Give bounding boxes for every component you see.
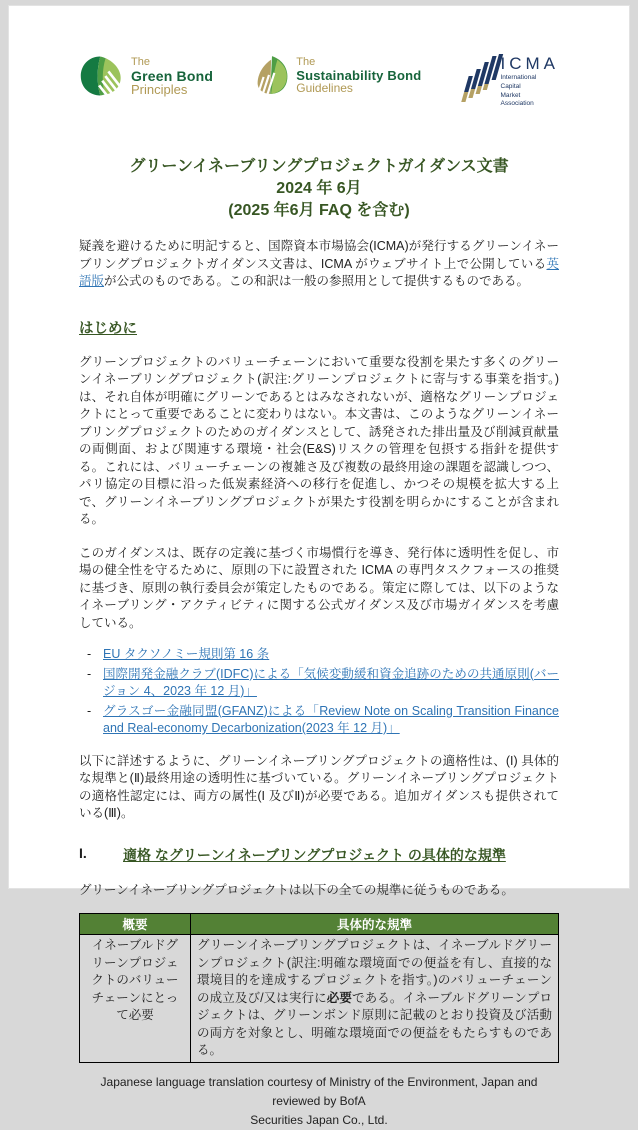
icma-subtitle <box>501 74 560 109</box>
title-line2: 2024 年 6月 <box>276 180 362 197</box>
criteria-table-header-row <box>80 914 559 935</box>
introduction-paragraph-1: グリーンプロジェクトのバリューチェーンにおいて重要な役割を果たす多くのグリーンイネーブリングプロジェクト(訳注:グリーンプロジェクトに寄与する事業を指す。)は、それ自体が明確にグリーンであるとはみなされないが、適格なグリーンプロジェクトにとって重要であることに変わりはない。本文書は、このようなグリーンイネーブリングプロジェクトのためのガイダンスとして、誘発された排出量及び削減貢献量の両側面、および関連する環境・社会(E&S)リスクの管理を包摂する指針を提供する。これには、バリューチェーンの複雑さ及び複数の最終用途の課題を認識しつつ、パリ協定の目標に沿った低炭素経済への移行を促進し、かつその規模を拡大する上で、グリーンイネーブリングプロジェクトが果たす役割を明らかにすることが含まれる。 <box>79 354 559 526</box>
green-bond-principles-wordmark <box>131 54 213 97</box>
gfanz-review-note-link[interactable]: グラスゴー金融同盟(GFANZ)による「Review Note on Scaling Transition Finance and Real-economy Decarbonization(2023 年 12 月)」 <box>103 703 559 735</box>
icma-bars-icon <box>463 54 493 111</box>
bullet-dash: - <box>87 703 92 718</box>
criteria-bold-keyword: 必要 <box>326 990 352 1005</box>
bullet-dash: - <box>87 666 92 681</box>
header-logos <box>79 54 559 132</box>
criteria-text-after: である。イネーブルドグリーンプロジェクトは、グリーンボンド原則に記載のとおり投資及び活動の両方を対象とし、明確な環境面での便益をもたらすものである。 <box>197 990 552 1057</box>
sbg-the-label: The <box>296 56 316 68</box>
gbp-name-label: Green Bond <box>131 67 214 84</box>
sbg-guidelines-label: Guidelines <box>296 81 353 96</box>
footer-line2: Securities Japan Co., Ltd. <box>250 1112 388 1127</box>
criteria-table-header-criteria: 具体的な規準 <box>191 914 559 935</box>
bullet-dash: - <box>87 647 92 661</box>
title-line3: (2025 年6月 FAQ を含む) <box>228 202 410 219</box>
document-page <box>8 5 630 1127</box>
criteria-table <box>79 913 559 1063</box>
introduction-paragraph-2: このガイダンスは、既存の定義に基づく市場慣行を導き、発行体に透明性を促し、市場の健全性を守るために、原則の下に設置された ICMA の専門タスクフォースの推奨に基づき、原則の執行委員会が策定したものである。策定に際しては、以下のようなイネーブリング・アクティビティに関する公式ガイダンス及び市場ガイダンスを考慮している。 <box>79 545 559 630</box>
gbp-the-label: The <box>131 56 150 68</box>
section-1-heading <box>79 845 559 865</box>
disclaimer-text-after: が公式のものである。この和訳は一般の参照用として提供するものである。 <box>104 274 530 288</box>
icma-sub-line2: Capital <box>500 82 521 90</box>
icma-sub-line3: Market <box>500 91 521 99</box>
translation-credit-footer <box>79 1073 559 1130</box>
icma-wordmark <box>501 54 560 109</box>
icma-sub-line4: Association <box>500 100 534 108</box>
section-1-lead-sentence: グリーンイネーブリングプロジェクトは以下の全ての規準に従うものである。 <box>79 882 514 897</box>
sustainability-bond-leaf-icon <box>254 54 290 101</box>
english-version-link[interactable]: 英語版 <box>79 256 559 288</box>
introduction-heading: はじめに <box>79 320 137 337</box>
section-1-title: 適格 なグリーンイネーブリングプロジェクト の具体的な規準 <box>123 846 506 863</box>
section-1-number: I. <box>79 844 87 861</box>
icma-logo <box>463 54 560 111</box>
title-line1: グリーンイネーブリングプロジェクトガイダンス文書 <box>129 158 509 175</box>
pdf-viewer-background <box>0 5 638 1127</box>
guidance-reference-list <box>79 646 559 738</box>
disclaimer-paragraph <box>79 238 559 291</box>
icma-name-label: ICMA <box>500 54 559 73</box>
criteria-row-summary-cell: イネーブルドグリーンプロジェクトのバリューチェーンにとって必要 <box>80 935 191 1063</box>
list-item <box>79 666 559 701</box>
criteria-text-before: グリーンイネーブリングプロジェクトは、イネーブルドグリーンプロジェクト(訳注:明確な環境面での便益を有し、直接的な環境目的を達成するプロジェクトを指す。)のバリューチェーンの成立及び/又は実行に <box>197 938 552 1005</box>
introduction-paragraph-3: 以下に詳述するように、グリーンイネーブリングプロジェクトの適格性は、(I) 具体的な規準と(Ⅱ)最終用途の透明性に基づいている。グリーンイネーブリングプロジェクトの適格性認定には、両方の属性(I 及びⅡ)が必要である。追加ガイダンスも提供されている(Ⅲ)。 <box>79 753 559 820</box>
list-item <box>79 646 559 664</box>
gbp-principles-label: Principles <box>131 82 188 98</box>
table-row <box>80 935 559 1063</box>
document-title <box>79 156 559 222</box>
criteria-row-criteria-cell <box>191 935 559 1063</box>
green-bond-principles-logo <box>79 54 213 103</box>
sbg-name-label: Sustainability Bond <box>296 67 422 83</box>
green-bond-principles-leaf-icon <box>79 54 125 103</box>
icma-sub-line1: International <box>500 74 537 81</box>
list-item <box>79 703 559 738</box>
sustainability-bond-guidelines-logo <box>254 54 421 101</box>
sustainability-bond-wordmark <box>296 54 421 95</box>
footer-line1: Japanese language translation courtesy of Ministry of the Environment, Japan and reviewed by BofA <box>100 1074 538 1108</box>
criteria-table-header-summary: 概要 <box>80 914 191 935</box>
eu-taxonomy-link[interactable]: EU タクソノミー規則第 16 条 <box>103 647 270 661</box>
idfc-common-principles-link[interactable]: 国際開発金融クラブ(IDFC)による「気候変動緩和資金追跡のための共通原則(バージョン 4、2023 年 12 月)」 <box>103 666 559 698</box>
disclaimer-text-before: 疑義を避けるために明記すると、国際資本市場協会(ICMA)が発行するグリーンイネーブリングプロジェクトガイダンス文書は、ICMA がウェブサイト上で公開している <box>79 239 559 271</box>
